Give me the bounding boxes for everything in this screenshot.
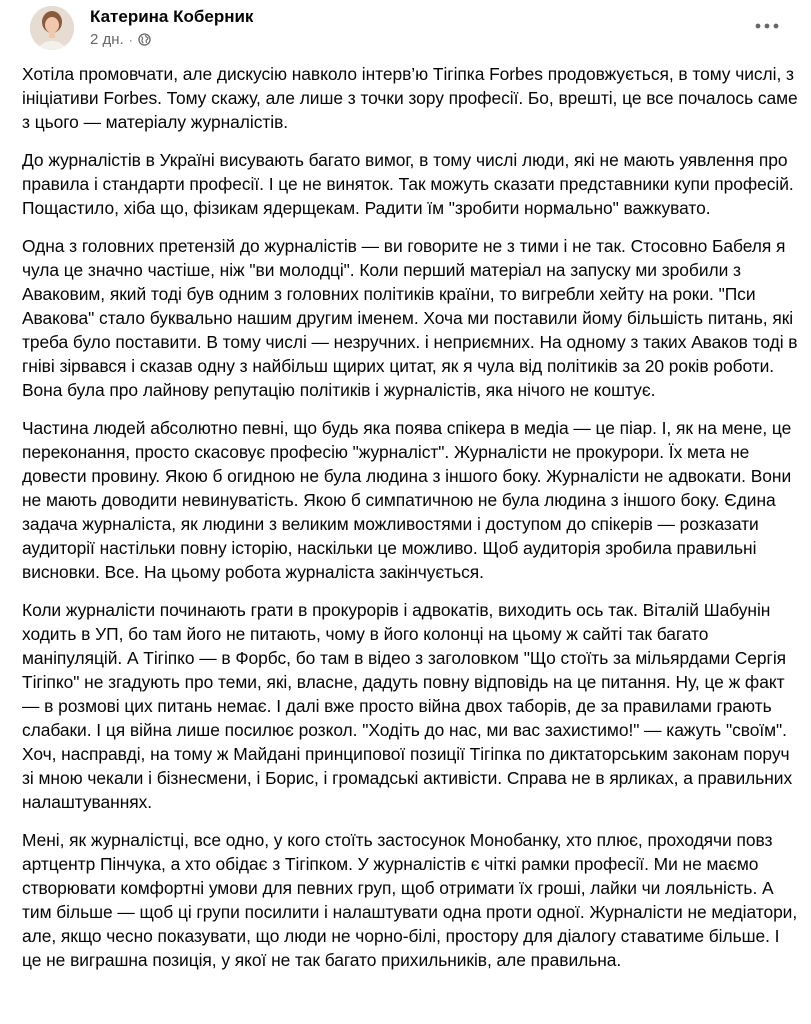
avatar[interactable]	[30, 6, 74, 50]
post-body	[22, 62, 802, 972]
post-paragraph: Коли журналісти починають грати в прокурорів і адвокатів, виходить ось так. Віталій Шабунін ходить в УП, бо там його не питають, чому в його колонці на цьому ж сайті так багато маніпуляцій. А Тігіпко — в Форбс, бо там в відео з заголовком "Що стоїть за мільярдами Сергія Тігіпко" не згадують про теми, які, власне, дадуть повну відповідь на це питання. Ну, це ж факт — в розмові цих питань немає. І далі вже просто війна двох таборів, де за правилами грають слабаки. І ця війна лише посилює розкол. "Ходіть до нас, ми вас захистимо!" — кажуть "своїм". Хоч, насправді, на тому ж Майдані принципової позиції Тігіпка по диктаторським законам поруч зі мною чекали і бізнесмени, і Борис, і громадські активісти. Справа не в ярликах, а правильних налаштуваннях.	[22, 600, 793, 812]
more-options-icon[interactable]	[749, 12, 785, 40]
post-paragraph: Хотіла промовчати, але дискусію навколо інтерв’ю Тігіпка Forbes продовжується, в тому числі, з ініціативи Forbes. Тому скажу, але лише з точки зору професії. Бо, врешті, це все почалось саме з цього — матеріалу журналістів.	[22, 64, 798, 132]
post-paragraph: До журналістів в Україні висувають багато вимог, в тому числі люди, які не мають уявлення про правила і стандарти професії. І це не виняток. Так можуть сказати представники купи професій. Пощастило, хіба що, фізикам ядерщекам. Радити їм "зробити нормально" важкувато.	[22, 150, 794, 218]
post-paragraph: Частина людей абсолютно певні, що будь яка поява спікера в медіа — це піар. І, як на мене, це переконання, просто скасовує професію "журналіст". Журналісти не прокурори. Їх мета не довести провину. Якою б огидною не була людина з іншого боку. Журналісти не адвокати. Вони не мають доводити невинуватість. Якою б симпатичною не була людина з іншого боку. Єдина задача журналіста, як людини з великим можливостями і доступом до спікерів — розказати аудиторії настільки повну історію, наскільки це можливо. Щоб аудиторія зробила правильні висновки. Все. На цьому робота журналіста закінчується.	[22, 418, 792, 582]
profile-photo	[30, 6, 74, 50]
meta-separator: ·	[128, 32, 133, 47]
post-header	[22, 0, 793, 62]
author-name[interactable]: Катерина Коберник	[90, 7, 254, 26]
post-meta	[90, 31, 151, 48]
globe-icon[interactable]	[138, 33, 151, 46]
post-paragraph: Мені, як журналістці, все одно, у кого стоїть застосунок Монобанку, хто плює, проходячи повз артцентр Пінчука, а хто обідає з Тігіпком. У журналістів є чіткі рамки професії. Ми не маємо створювати комфортні умови для певних груп, щоб отримати їх гроші, лайки чи лояльність. А тим більше — щоб ці групи посилити і налаштувати одна проти одної. Журналісти не медіатори, але, якщо чесно показувати, що люди не чорно-білі, простору для діалогу ставатиме більше. І це не виграшна позиція, у якої не так багато прихильників, але правильна.	[22, 830, 798, 970]
post-time[interactable]: 2 дн.	[90, 31, 124, 48]
post-paragraph: Одна з головних претензій до журналістів — ви говорите не з тими і не так. Стосовно Бабеля я чула це значно частіше, ніж "ви молодці". Коли перший матеріал на запуску ми зробили з Аваковим, який тоді був одним з головних політиків країни, то вигребли хейту на роки. "Пси Авакова" стало буквально нашим другим іменем. Хоча ми поставили йому більшість питань, які треба було поставити. В тому числі — незручних. і неприємних. На одному з таких Аваков тоді в гніві зірвався і сказав одну з найбільш щирих цитат, як я чула від політиків за 20 років роботи. Вона була про лайнову репутацію політиків і журналістів, яка нічого не коштує.	[22, 236, 798, 400]
